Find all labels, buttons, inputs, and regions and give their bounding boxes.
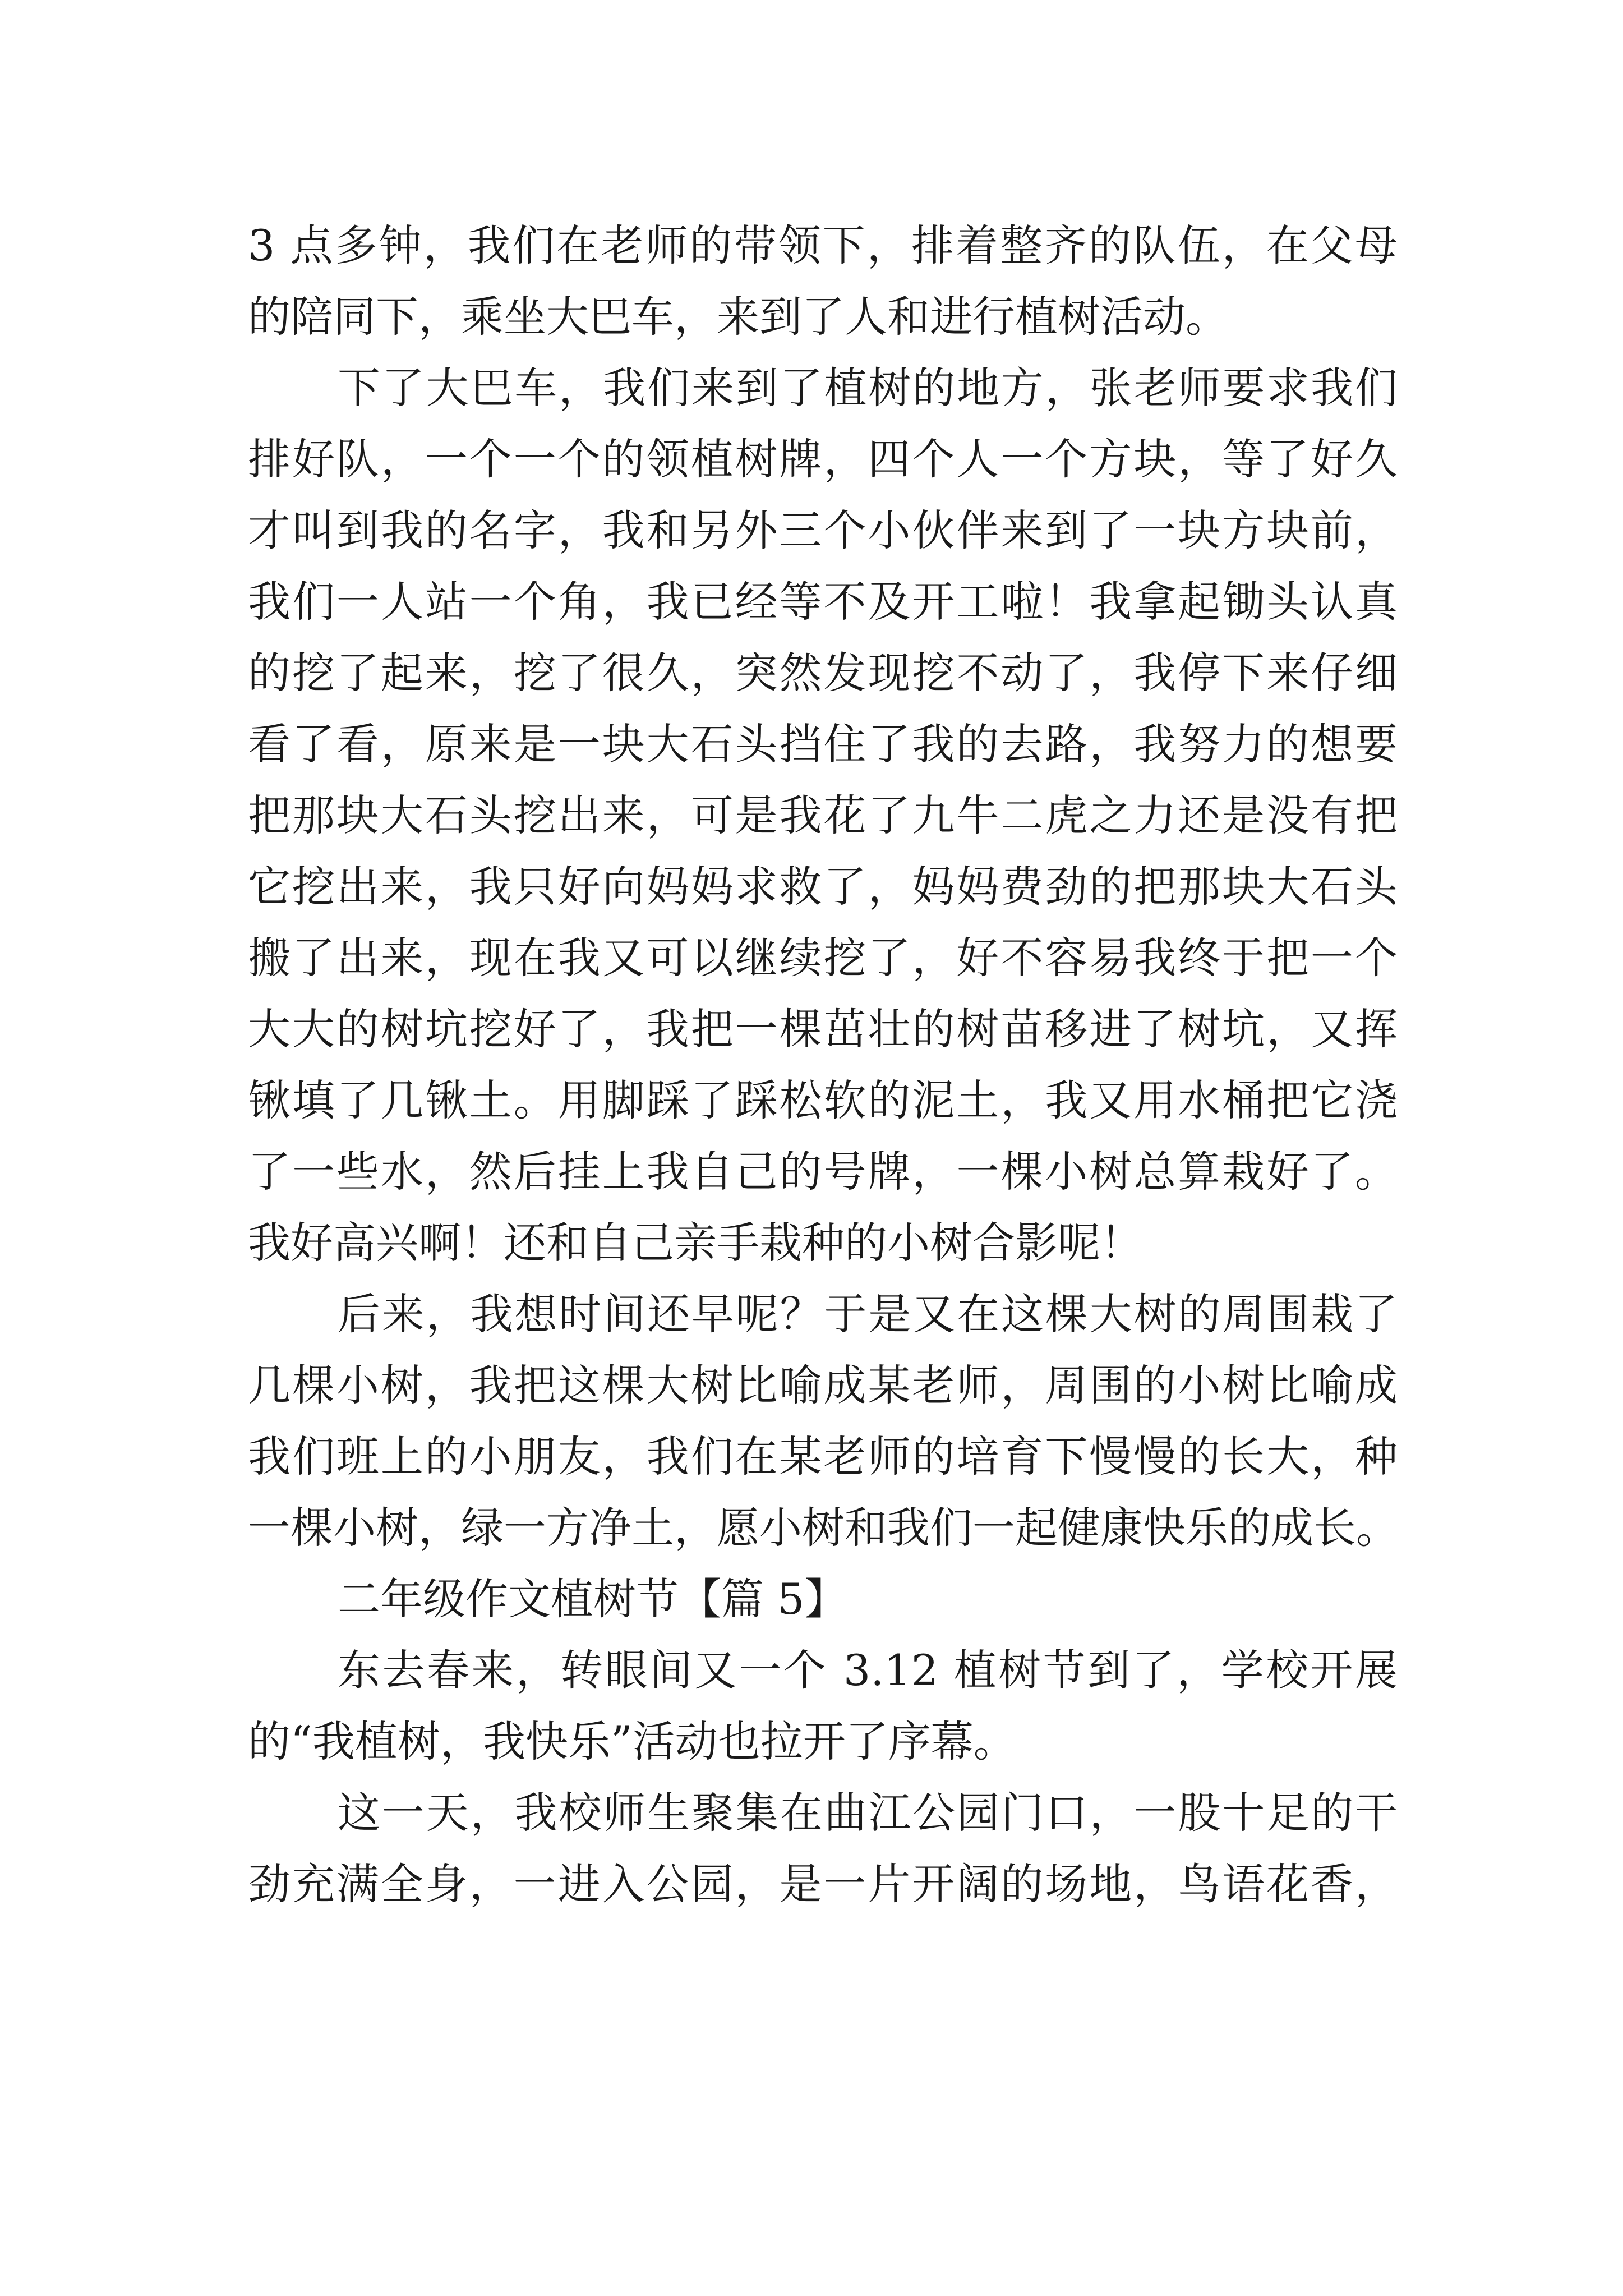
body-text-line: 搬了出来，现在我又可以继续挖了，好不容易我终于把一个 bbox=[248, 933, 1398, 983]
body-text-line: 的“我植树，我快乐”活动也拉开了序幕。 bbox=[248, 1717, 1016, 1766]
body-text-line: 锹填了几锹土。用脚踩了踩松软的泥土，我又用水桶把它浇 bbox=[248, 1075, 1398, 1125]
body-text-line: 排好队，一个一个的领植树牌，四个人一个方块，等了好久 bbox=[248, 434, 1398, 484]
body-text-line: 把那块大石头挖出来，可是我花了九牛二虎之力还是没有把 bbox=[248, 790, 1398, 840]
paragraph-first-line: 后来，我想时间还早呢？于是又在这棵大树的周围栽了 bbox=[338, 1289, 1398, 1339]
body-text-line: 3 点多钟，我们在老师的带领下，排着整齐的队伍，在父母 bbox=[248, 220, 1398, 270]
paragraph-first-line: 东去春来，转眼间又一个 3.12 植树节到了，学校开展 bbox=[338, 1645, 1398, 1695]
paragraph-first-line: 这一天，我校师生聚集在曲江公园门口，一股十足的干 bbox=[338, 1788, 1398, 1838]
body-text-line: 看了看，原来是一块大石头挡住了我的去路，我努力的想要 bbox=[248, 719, 1398, 769]
body-text-line: 我们班上的小朋友，我们在某老师的培育下慢慢的长大，种 bbox=[248, 1432, 1398, 1481]
paragraph-first-line: 下了大巴车，我们来到了植树的地方，张老师要求我们 bbox=[338, 363, 1398, 413]
body-text-line: 的陪同下，乘坐大巴车，来到了人和进行植树活动。 bbox=[248, 292, 1228, 342]
section-heading: 二年级作文植树节【篇 5】 bbox=[338, 1574, 847, 1624]
body-text-line: 大大的树坑挖好了，我把一棵茁壮的树苗移进了树坑，又挥 bbox=[248, 1004, 1398, 1054]
body-text-line: 我们一人站一个角，我已经等不及开工啦！我拿起锄头认真 bbox=[248, 577, 1398, 627]
body-text-line: 的挖了起来，挖了很久，突然发现挖不动了，我停下来仔细 bbox=[248, 648, 1398, 698]
body-text-line: 一棵小树，绿一方净土，愿小树和我们一起健康快乐的成长。 bbox=[248, 1503, 1399, 1553]
body-text-line: 了一些水，然后挂上我自己的号牌，一棵小树总算栽好了。 bbox=[248, 1147, 1398, 1197]
body-text-line: 它挖出来，我只好向妈妈求救了，妈妈费劲的把那块大石头 bbox=[248, 862, 1398, 912]
body-text-line: 我好高兴啊！还和自己亲手栽种的小树合影呢！ bbox=[248, 1218, 1143, 1268]
body-text-line: 几棵小树，我把这棵大树比喻成某老师，周围的小树比喻成 bbox=[248, 1360, 1398, 1410]
body-text-line: 才叫到我的名字，我和另外三个小伙伴来到了一块方块前， bbox=[248, 505, 1398, 555]
body-text-line: 劲充满全身，一进入公园，是一片开阔的场地，鸟语花香， bbox=[248, 1859, 1398, 1909]
